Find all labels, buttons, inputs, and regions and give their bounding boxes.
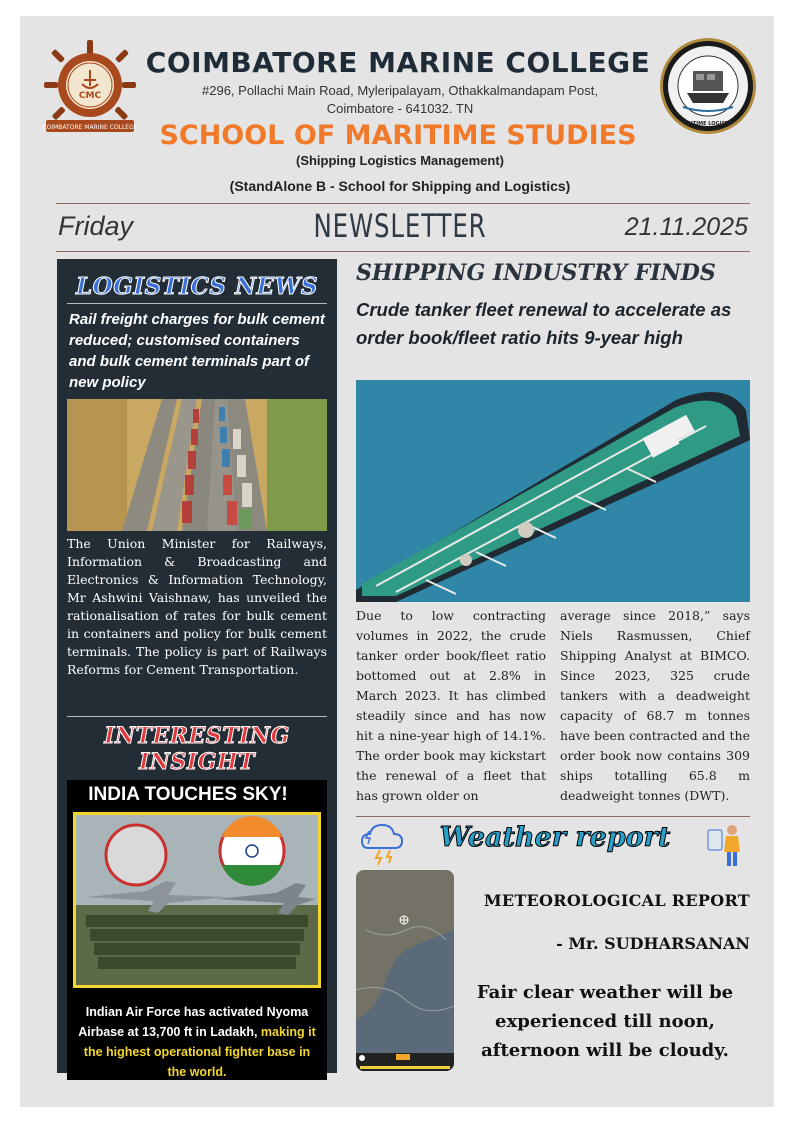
logistics-heading-rule (67, 303, 327, 304)
maritime-logistics-logo (660, 38, 756, 134)
insight-poster (67, 780, 327, 1080)
logistics-headline: Rail freight charges for bulk cement reduced; customised containers and bulk cement terminals part of new policy (69, 311, 325, 391)
weather-report-heading: Weather report (439, 822, 671, 853)
logo-ribbon-text: COIMBATORE MARINE COLLEGE (42, 124, 138, 131)
shipping-headline: Crude tanker fleet renewal to accelerate as order book/fleet ratio hits 9-year high (356, 299, 732, 348)
insight-caption-text: Indian Air Force has activated Nyoma Airbase at 13,700 ft in Ladakh, (78, 1005, 309, 1039)
airbase-photo (73, 812, 321, 988)
interesting-insight-heading (67, 723, 327, 775)
weather-forecast-text: Fair clear weather will be experienced till noon, afternoon will be cloudy. (476, 982, 734, 1061)
issue-date: 21.11.2025 (624, 213, 748, 241)
insight-caption (73, 1002, 321, 1082)
newsletter-title: NEWSLETTER (313, 207, 487, 245)
insight-poster-title: INDIA TOUCHES SKY! (88, 784, 288, 805)
newsletter-page (20, 16, 774, 1107)
issue-day: Friday (58, 211, 134, 241)
crude-tanker-photo (356, 380, 750, 602)
weather-divider (356, 816, 750, 817)
shipping-industry-heading: SHIPPING INDUSTRY FINDS (356, 260, 716, 286)
logistics-article-body: The Union Minister for Railways, Information & Broadcasting and Electronics & Information Technology, Mr Ashwini Vaishnaw, has unveiled the rationalisation of rates for bulk cement in containers and policy for bulk cement terminals. The policy is part of Railways Reforms for Cement Transportation. (67, 536, 327, 677)
insight-heading-line-2: INSIGHT (138, 749, 256, 775)
college-logo (42, 40, 138, 136)
address-line-1: #296, Pollachi Main Road, Myleripalayam, Othakkalmandapam Post, (202, 83, 598, 98)
logistics-news-heading: LOGISTICS NEWS (75, 273, 318, 300)
logo-monogram: CMC (78, 91, 102, 101)
insight-heading-line-1: INTERESTING (104, 723, 290, 749)
rail-freight-photo (67, 399, 327, 531)
college-address (150, 82, 650, 118)
standalone-label: (StandAlone B - School for Shipping and Logistics) (229, 178, 571, 194)
shipping-article-column-2: average since 2018,” says Niels Rasmussen, Chief Shipping Analyst at BIMCO. Since 2023, 325 crude tankers with a deadweight capacity of 68.7 m tonnes have been contracted and the order book now contains 309 ships totalling 65.8 m deadweight tonnes (DWT). (560, 608, 750, 803)
insight-caption-highlight: making it the highest operational fighter base in the world. (83, 1025, 316, 1079)
right-logo-caption: MARITIME LOGISTICS (678, 121, 738, 127)
meteorological-report-author: - Mr. SUDHARSANAN (556, 934, 750, 953)
college-name: COIMBATORE MARINE COLLEGE (145, 46, 651, 79)
weather-radar-map (356, 870, 454, 1071)
weather-presenter-icon (706, 822, 746, 872)
shipping-article-column-1: Due to low contracting volumes in 2022, the crude tanker order book/fleet ratio bottomed out at 2.8% in March 2023. It has climbed steadily since and has now hit a nine-year high of 14.1%. The order book may kickstart the renewal of a fleet that has grown older on (356, 608, 546, 803)
school-title: SCHOOL OF MARITIME STUDIES (159, 120, 637, 151)
dateline-top-rule (56, 203, 750, 204)
left-news-panel (57, 259, 337, 1079)
meteorological-report-title: METEOROLOGICAL REPORT (483, 891, 750, 910)
storm-cloud-icon (360, 822, 406, 866)
dateline-bottom-rule (56, 251, 750, 252)
address-line-2: Coimbatore - 641032. TN (326, 101, 474, 116)
insight-divider (67, 716, 327, 717)
program-name: (Shipping Logistics Management) (295, 153, 504, 168)
